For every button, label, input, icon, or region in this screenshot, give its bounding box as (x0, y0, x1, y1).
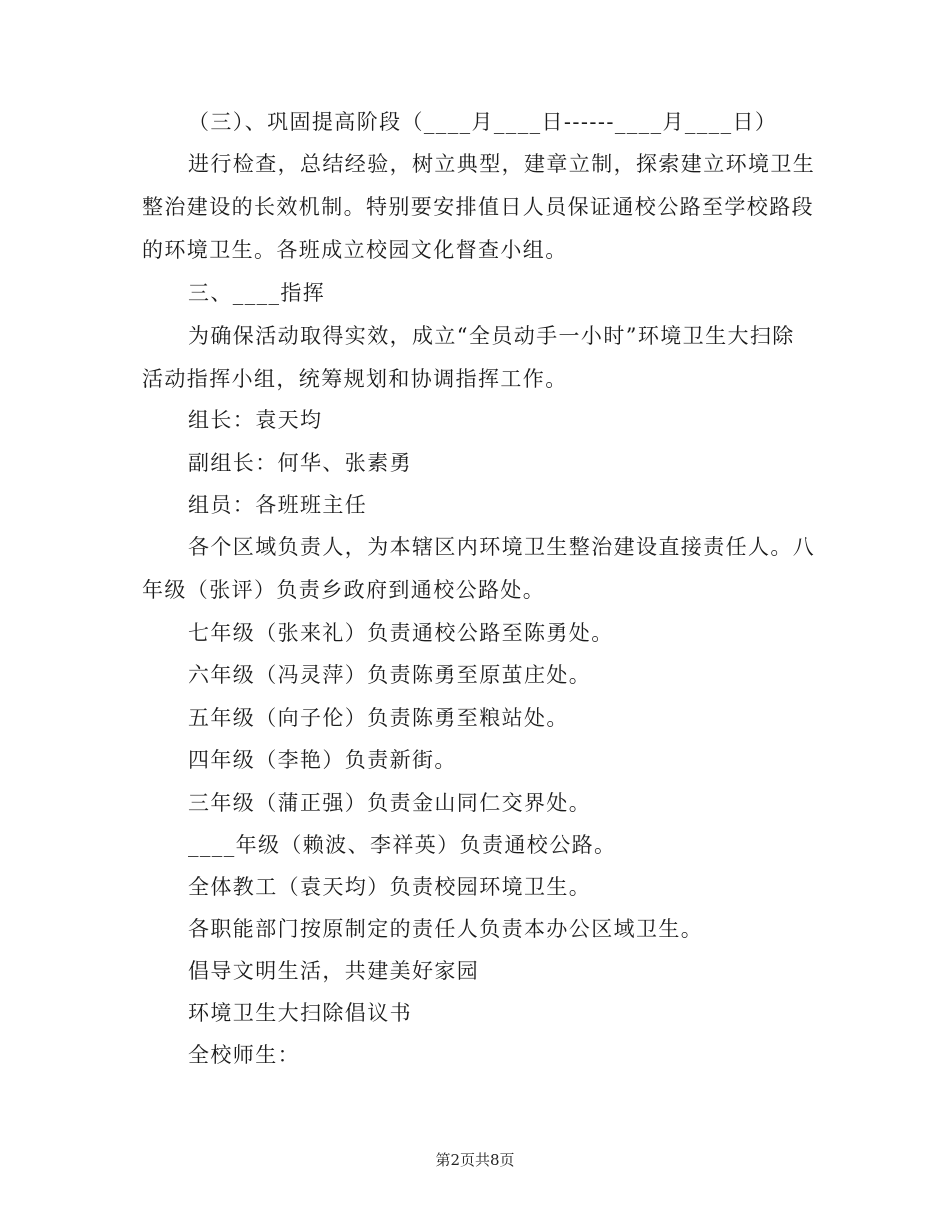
responsibility-line: 三年级（蒲正强）负责金山同仁交界处。 (188, 791, 592, 815)
paragraph-line: 进行检查，总结经验，树立典型，建章立制，探索建立环境卫生 (188, 152, 816, 176)
responsibility-line: 四年级（李艳）负责新街。 (188, 748, 457, 772)
section-heading-command: 三、____指挥 (188, 281, 326, 305)
salutation-line: 全校师生： (188, 1043, 300, 1067)
paragraph-line: 活动指挥小组，统筹规划和协调指挥工作。 (142, 367, 568, 391)
paragraph-line: 年级（张评）负责乡政府到通校公路处。 (142, 578, 546, 602)
team-leader-line: 组长：袁天均 (188, 408, 323, 432)
responsibility-line: ____年级（赖波、李祥英）负责通校公路。 (188, 833, 617, 857)
responsibility-line: 七年级（张来礼）负责通校公路至陈勇处。 (188, 621, 614, 645)
paragraph-line: 的环境卫生。各班成立校园文化督查小组。 (142, 238, 568, 262)
proposal-title: 环境卫生大扫除倡议书 (188, 1001, 412, 1025)
paragraph-line: 整治建设的长效机制。特别要安排值日人员保证通校公路至学校路段 (142, 195, 814, 219)
paragraph-line: 为确保活动取得实效，成立“全员动手一小时”环境卫生大扫除 (188, 324, 795, 348)
slogan-line: 倡导文明生活，共建美好家园 (188, 959, 480, 983)
team-members-line: 组员：各班班主任 (188, 493, 368, 517)
paragraph-line: 各个区域负责人，为本辖区内环境卫生整治建设直接责任人。八 (188, 535, 816, 559)
deputy-leader-line: 副组长：何华、张素勇 (188, 451, 412, 475)
page-number-footer: 第2页共8页 (435, 1151, 515, 1169)
section-heading-consolidation-stage: （三）、巩固提高阶段（____月____日------____月____日） (188, 110, 778, 134)
responsibility-line: 六年级（冯灵萍）负责陈勇至原茧庄处。 (188, 663, 592, 687)
responsibility-line: 全体教工（袁天均）负责校园环境卫生。 (188, 875, 592, 899)
responsibility-line: 五年级（向子伦）负责陈勇至粮站处。 (188, 706, 569, 730)
responsibility-line: 各职能部门按原制定的责任人负责本办公区域卫生。 (188, 917, 704, 941)
